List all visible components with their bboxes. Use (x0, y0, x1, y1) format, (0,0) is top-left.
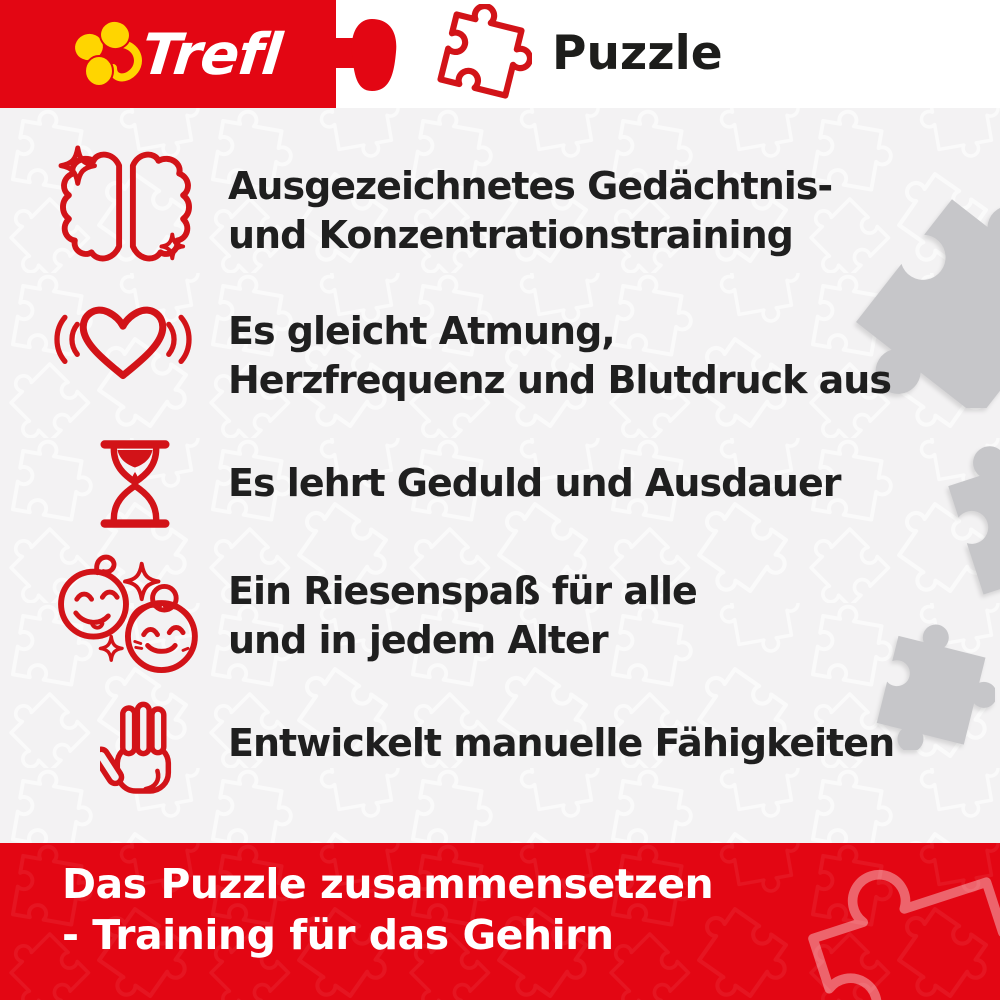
benefit-item (228, 459, 841, 508)
benefit-line: Herzfrequenz und Blutdruck aus (228, 358, 891, 402)
header (0, 0, 1000, 110)
footer-puzzle-outline-icon (770, 848, 1000, 1000)
benefits-section (0, 108, 1000, 843)
trefl-clover-icon (68, 16, 148, 101)
product-type-label: Puzzle (552, 26, 723, 81)
footer-tagline (62, 859, 713, 961)
benefit-item (228, 307, 891, 405)
brain-icon (52, 144, 200, 274)
benefit-item (228, 719, 894, 768)
footer-banner (0, 843, 1000, 1000)
happy-faces-icon (46, 550, 204, 673)
footer-line: Das Puzzle zusammensetzen (62, 860, 714, 908)
benefit-line: Ausgezeichnetes Gedächtnis- (228, 164, 833, 208)
benefit-line: Es gleicht Atmung, (228, 309, 615, 353)
benefit-line: Ein Riesenspaß für alle (228, 569, 697, 613)
puzzle-piece-icon (430, 4, 532, 106)
benefit-line: Entwickelt manuelle Fähigkeiten (228, 721, 895, 765)
benefit-item (228, 567, 697, 665)
hand-icon (100, 698, 182, 801)
brand-logo: Trefl (138, 22, 285, 88)
footer-line: - Training für das Gehirn (62, 911, 614, 959)
benefit-line: Es lehrt Geduld und Ausdauer (228, 461, 841, 505)
benefit-line: und in jedem Alter (228, 618, 608, 662)
hourglass-icon (98, 438, 172, 530)
benefit-item (228, 162, 832, 260)
decorative-puzzle-piece (918, 428, 1000, 603)
benefit-line: und Konzentrationstraining (228, 213, 793, 257)
heart-pulse-icon (48, 298, 198, 386)
